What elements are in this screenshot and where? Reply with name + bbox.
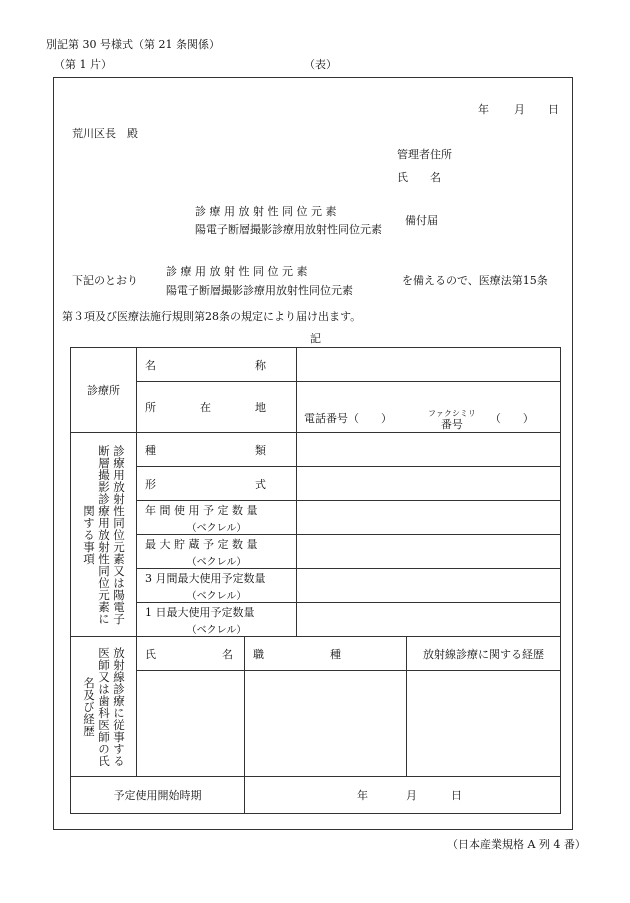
three-month-label: 3 月間最大使用予定数量 （ベクレル）	[137, 569, 297, 603]
form-label: 形 式	[137, 467, 297, 501]
fax-label: ファクシミリ 番号	[428, 408, 476, 431]
experience-field[interactable]	[407, 671, 561, 777]
annual-use-label: 年 間 使 用 予 定 数 量 （ベクレル）	[137, 501, 297, 535]
three-month-field[interactable]	[297, 569, 561, 603]
annual-use-field[interactable]	[297, 501, 561, 535]
date-month-label: 月	[514, 103, 525, 116]
kind-label: 種 類	[137, 433, 297, 467]
body-suffix: を備えるので、医療法第15条	[402, 274, 548, 287]
start-year-label: 年	[357, 789, 368, 802]
person-name-label: 氏 名	[137, 637, 245, 671]
start-label: 予定使用開始時期	[71, 777, 245, 814]
daily-max-unit: （ベクレル）	[186, 624, 247, 636]
start-month-label: 月	[406, 789, 417, 802]
start-field[interactable]	[245, 777, 561, 814]
date-day-label: 日	[548, 103, 559, 116]
admin-name-label: 氏 名	[397, 171, 441, 184]
clinic-name-label: 名 称	[137, 348, 297, 382]
job-label: 職 種	[245, 637, 407, 671]
phone-label: 電話番号（ ）	[304, 411, 392, 425]
physician-section-label: 放射線診療に従事する医師又は歯科医師の氏名及び経歴	[71, 637, 137, 777]
job-field[interactable]	[245, 671, 407, 777]
addressee: 荒川区長 殿	[72, 127, 138, 140]
subject-line-2: 陽電子断層撮影診療用放射性同位元素	[195, 223, 382, 236]
admin-address-label: 管理者住所	[397, 148, 452, 161]
body-line-2: 陽電子断層撮影診療用放射性同位元素	[166, 284, 353, 297]
fax-paren: （ ）	[489, 411, 534, 425]
form-number: 別記第 30 号様式（第 21 条関係）	[46, 38, 220, 51]
clinic-section-label: 診療所	[71, 348, 137, 433]
body-line-1: 診 療 用 放 射 性 同 位 元 素	[166, 265, 308, 278]
clinic-name-field[interactable]	[297, 348, 561, 382]
isotope-section-label: 診療用放射性同位元素又は陽電子断層撮影診療用放射性同位元素に関する事項	[71, 433, 137, 637]
three-month-unit: （ベクレル）	[186, 590, 247, 602]
person-name-field[interactable]	[137, 671, 245, 777]
max-storage-label: 最 大 貯 蔵 予 定 数 量 （ベクレル）	[137, 535, 297, 569]
date-year-label: 年	[478, 103, 489, 116]
body-prefix: 下記のとおり	[72, 274, 138, 287]
paper-size-note: （日本産業規格 A 列 4 番）	[447, 838, 586, 851]
clinic-address-label: 所 在 地	[137, 382, 297, 433]
subject-suffix: 備付届	[405, 214, 438, 227]
experience-label: 放射線診療に関する経歴	[407, 637, 561, 671]
max-storage-unit: （ベクレル）	[186, 556, 247, 568]
sheet-side: （表）	[304, 58, 337, 71]
annual-use-unit: （ベクレル）	[186, 522, 247, 534]
daily-max-label: 1 日最大使用予定数量 （ベクレル）	[137, 603, 297, 637]
notification-table	[70, 347, 561, 814]
kind-field[interactable]	[297, 433, 561, 467]
max-storage-field[interactable]	[297, 535, 561, 569]
subject-line-1: 診 療 用 放 射 性 同 位 元 素	[195, 205, 337, 218]
body-continuation: 第３項及び医療法施行規則第28条の規定により届け出ます。	[62, 310, 362, 323]
daily-max-field[interactable]	[297, 603, 561, 637]
clinic-address-field[interactable]	[297, 382, 561, 433]
start-day-label: 日	[451, 789, 462, 802]
form-field[interactable]	[297, 467, 561, 501]
ki-heading: 記	[310, 332, 321, 345]
sheet-number: （第 1 片）	[54, 58, 112, 71]
